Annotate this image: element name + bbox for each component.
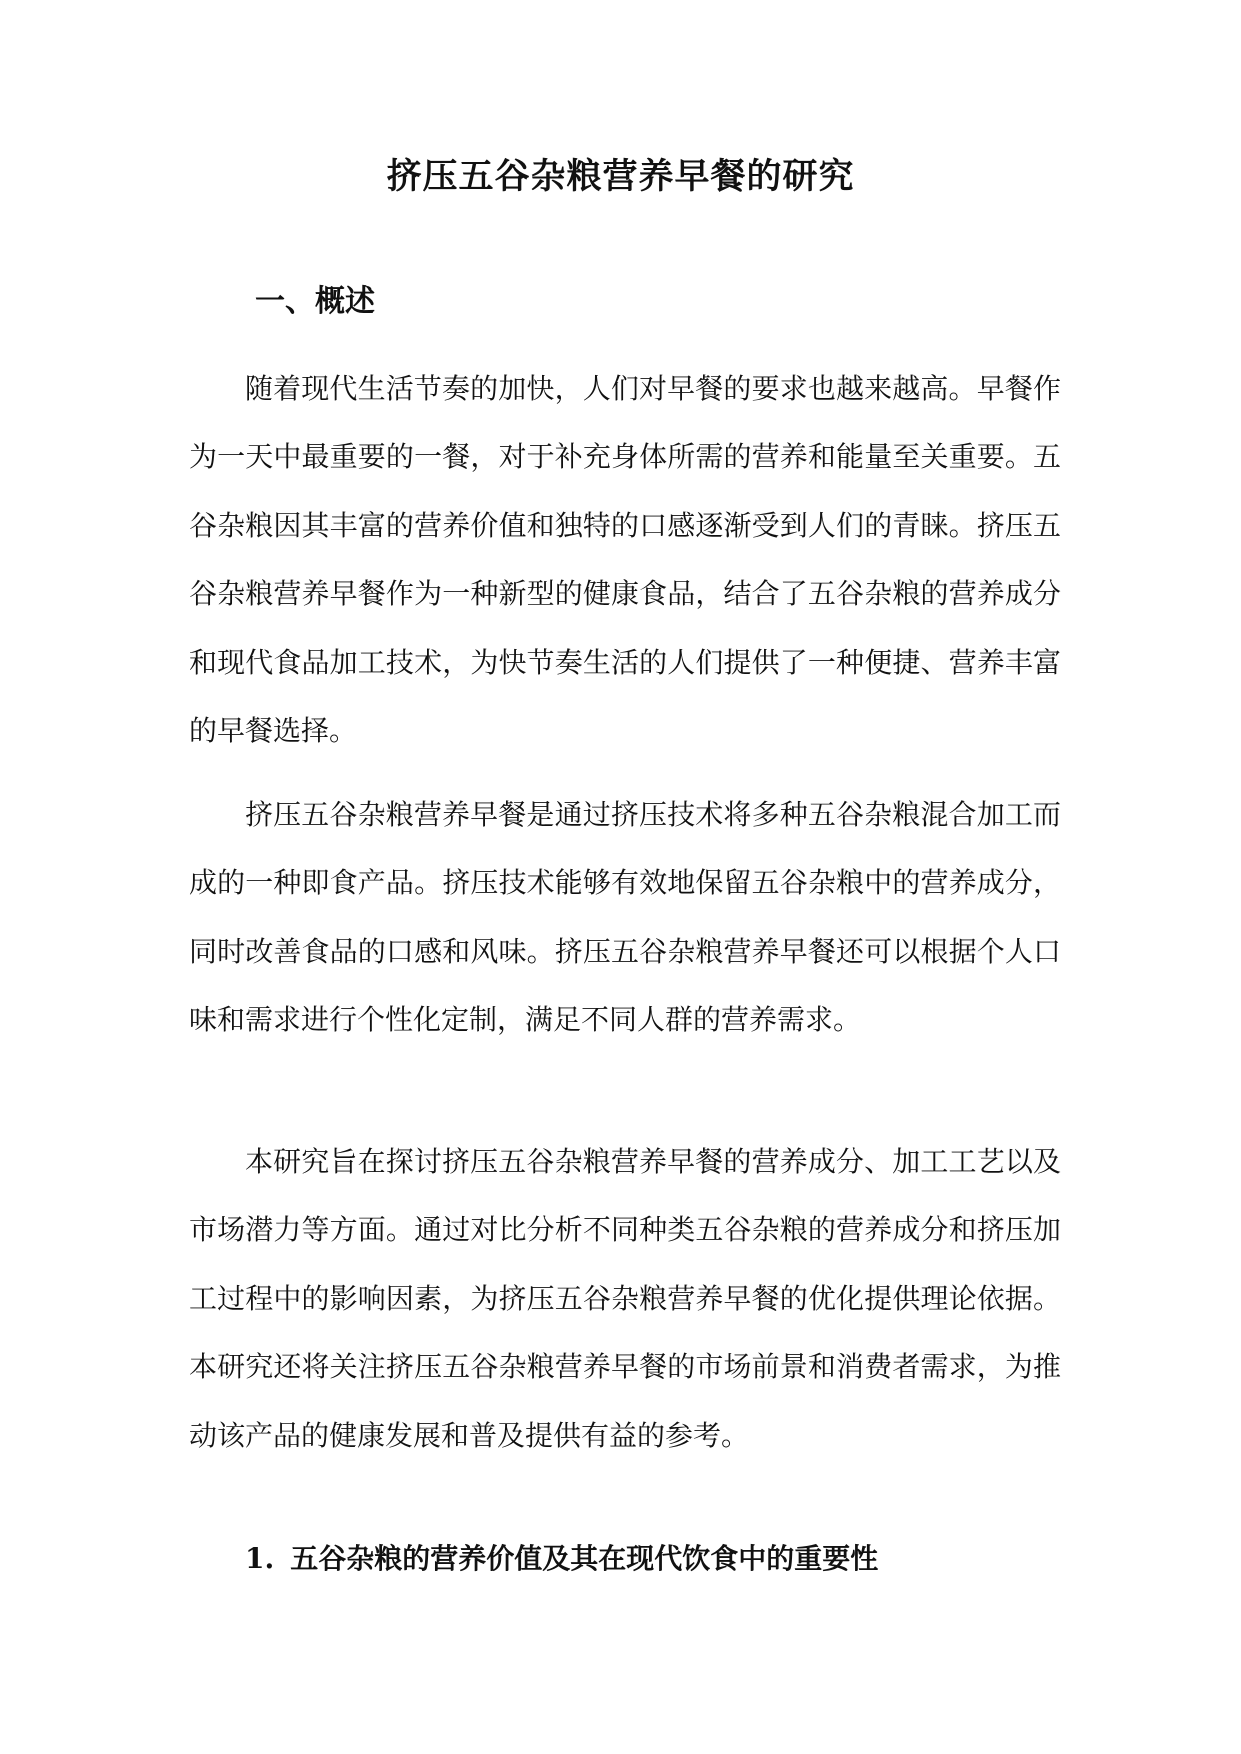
section-heading-overview: 一、概述 <box>255 284 375 319</box>
body-paragraph-1: 随着现代生活节奏的加快，人们对早餐的要求也越来越高。早餐作为一天中最重要的一餐，对于补充身体所需的营养和能量至关重要。五谷杂粮因其丰富的营养价值和独特的口感逐渐受到人们的青睐。挤压五谷杂粮营养早餐作为一种新型的健康食品，结合了五谷杂粮的营养成分和现代食品加工技术，为快节奏生活的人们提供了一种便捷、营养丰富的早餐选择。 <box>189 372 1061 748</box>
subsection-title: 五谷杂粮的营养价值及其在现代饮食中的重要性 <box>290 1542 879 1575</box>
subsection-heading <box>245 1535 878 1583</box>
subsection-number: 1. <box>245 1542 275 1575</box>
document-title: 挤压五谷杂粮营养早餐的研究 <box>386 156 855 197</box>
body-paragraph-3: 本研究旨在探讨挤压五谷杂粮营养早餐的营养成分、加工工艺以及市场潜力等方面。通过对比分析不同种类五谷杂粮的营养成分和挤压加工过程中的影响因素，为挤压五谷杂粮营养早餐的优化提供理论依据。本研究还将关注挤压五谷杂粮营养早餐的市场前景和消费者需求，为推动该产品的健康发展和普及提供有益的参考。 <box>189 1145 1061 1452</box>
body-paragraph-2: 挤压五谷杂粮营养早餐是通过挤压技术将多种五谷杂粮混合加工而成的一种即食产品。挤压技术能够有效地保留五谷杂粮中的营养成分，同时改善食品的口感和风味。挤压五谷杂粮营养早餐还可以根据个人口味和需求进行个性化定制，满足不同人群的营养需求。 <box>189 798 1061 1037</box>
